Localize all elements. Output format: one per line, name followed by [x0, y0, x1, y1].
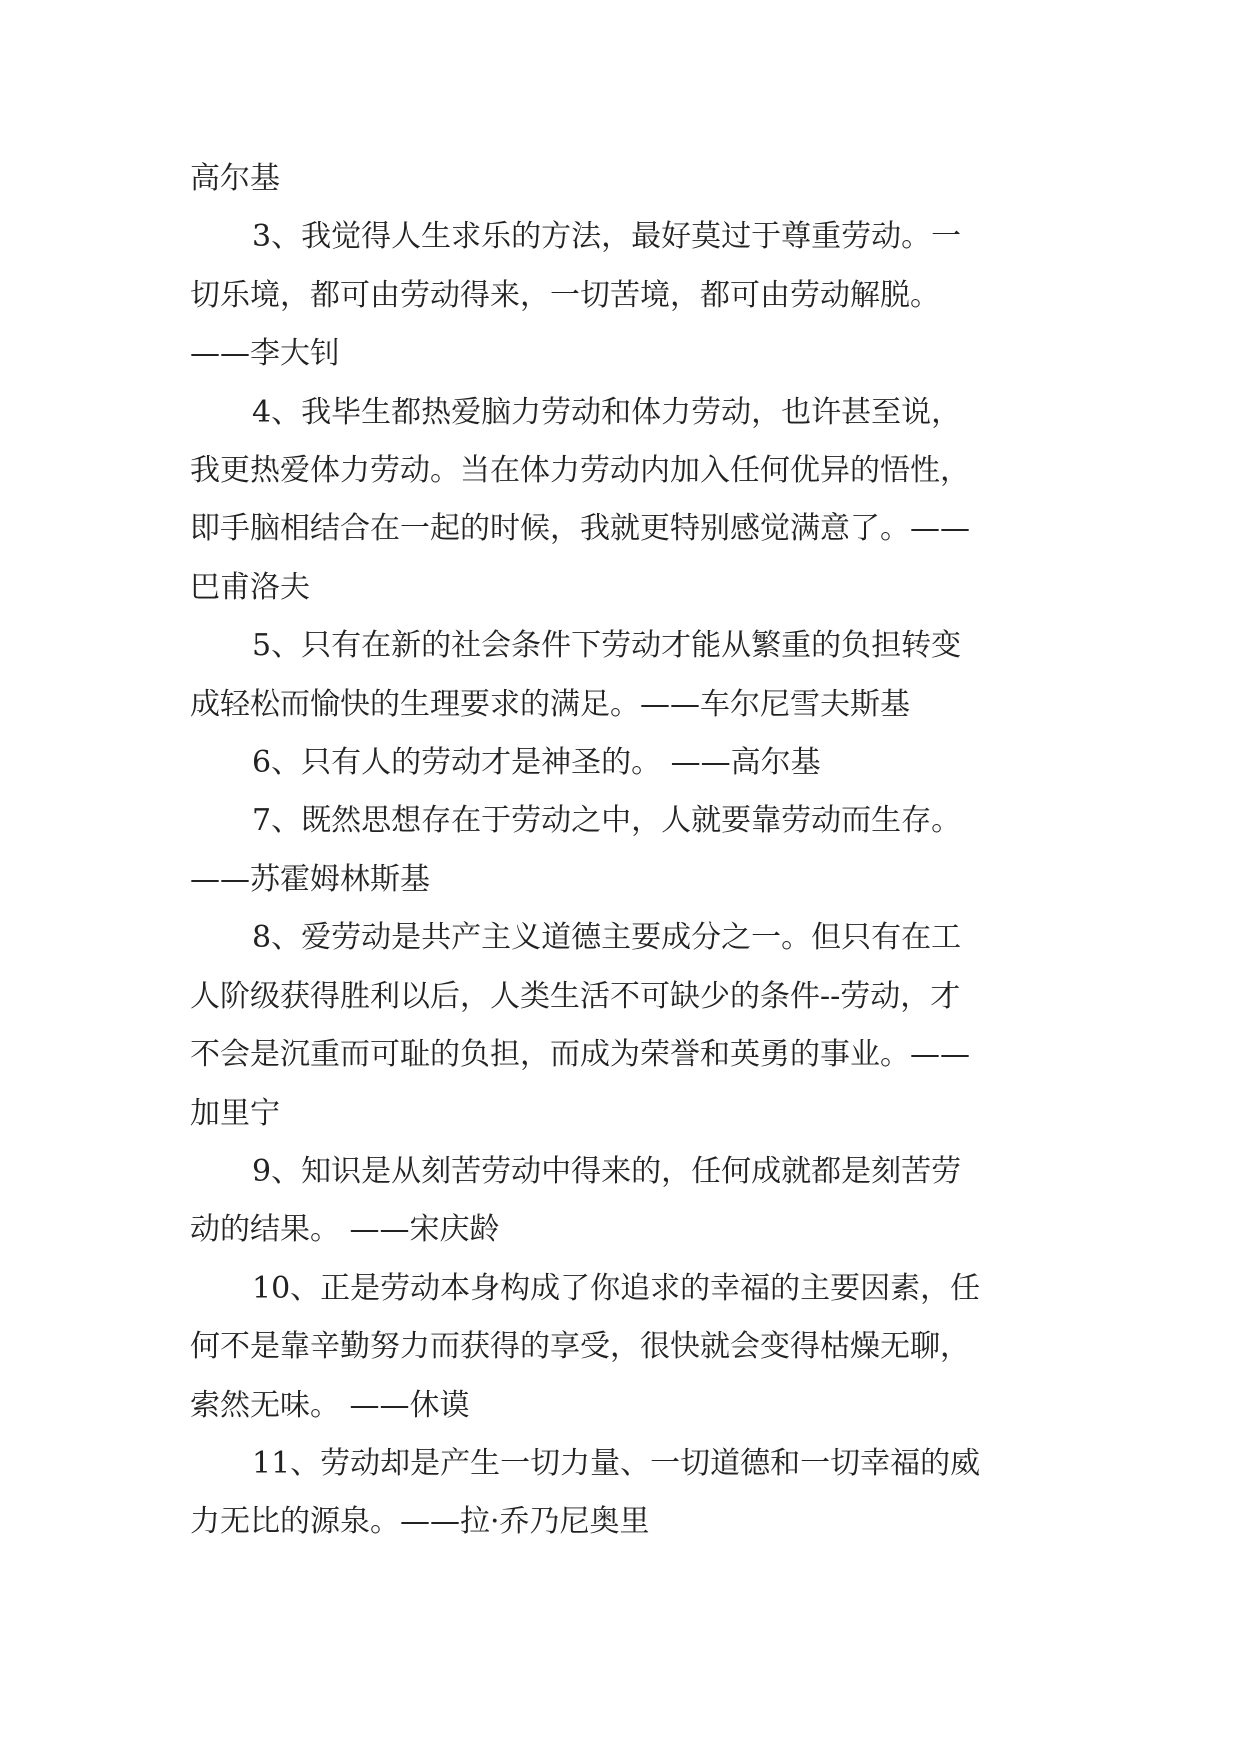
text-line: 4、我毕生都热爱脑力劳动和体力劳动，也许甚至说，	[252, 394, 962, 430]
document-body	[190, 150, 1060, 1552]
text-line: 6、只有人的劳动才是神圣的。 ——高尔基	[252, 745, 821, 781]
text-line: 5、只有在新的社会条件下劳动才能从繁重的负担转变	[252, 628, 962, 664]
paragraph	[190, 1260, 1060, 1435]
text-line: 力无比的源泉。——拉·乔乃尼奥里	[190, 1504, 650, 1540]
text-line: 何不是靠辛勤努力而获得的享受，很快就会变得枯燥无聊，	[190, 1329, 970, 1365]
paragraph	[190, 150, 1060, 208]
document-page	[190, 150, 1060, 1552]
text-line: 切乐境，都可由劳动得来，一切苦境，都可由劳动解脱。	[190, 277, 940, 313]
text-line: 即手脑相结合在一起的时候，我就更特别感觉满意了。——	[190, 511, 970, 547]
text-line: 3、我觉得人生求乐的方法，最好莫过于尊重劳动。一	[252, 219, 962, 255]
paragraph	[190, 208, 1060, 383]
text-line: ——李大钊	[190, 336, 340, 372]
text-line: 人阶级获得胜利以后，人类生活不可缺少的条件--劳动，才	[190, 978, 961, 1014]
text-line: 7、既然思想存在于劳动之中，人就要靠劳动而生存。	[252, 803, 962, 839]
text-line: 加里宁	[190, 1095, 280, 1131]
text-line: 成轻松而愉快的生理要求的满足。——车尔尼雪夫斯基	[190, 686, 910, 722]
text-line: 我更热爱体力劳动。当在体力劳动内加入任何优异的悟性，	[190, 453, 970, 489]
text-line: ——苏霍姆林斯基	[190, 861, 430, 897]
text-line: 11、劳动却是产生一切力量、一切道德和一切幸福的威	[252, 1445, 981, 1481]
text-line: 动的结果。 ——宋庆龄	[190, 1212, 500, 1248]
paragraph	[190, 617, 1060, 734]
paragraph	[190, 1435, 1060, 1552]
text-line: 巴甫洛夫	[190, 569, 310, 605]
paragraph	[190, 734, 1060, 792]
text-line: 不会是沉重而可耻的负担，而成为荣誉和英勇的事业。——	[190, 1037, 970, 1073]
text-line: 8、爱劳动是共产主义道德主要成分之一。但只有在工	[252, 920, 962, 956]
text-line: 10、正是劳动本身构成了你追求的幸福的主要因素，任	[252, 1270, 981, 1306]
paragraph	[190, 909, 1060, 1143]
text-line: 索然无味。 ——休谟	[190, 1387, 470, 1423]
text-line: 9、知识是从刻苦劳动中得来的，任何成就都是刻苦劳	[252, 1153, 962, 1189]
paragraph	[190, 1143, 1060, 1260]
paragraph	[190, 384, 1060, 618]
paragraph	[190, 792, 1060, 909]
text-line: 高尔基	[190, 161, 280, 196]
